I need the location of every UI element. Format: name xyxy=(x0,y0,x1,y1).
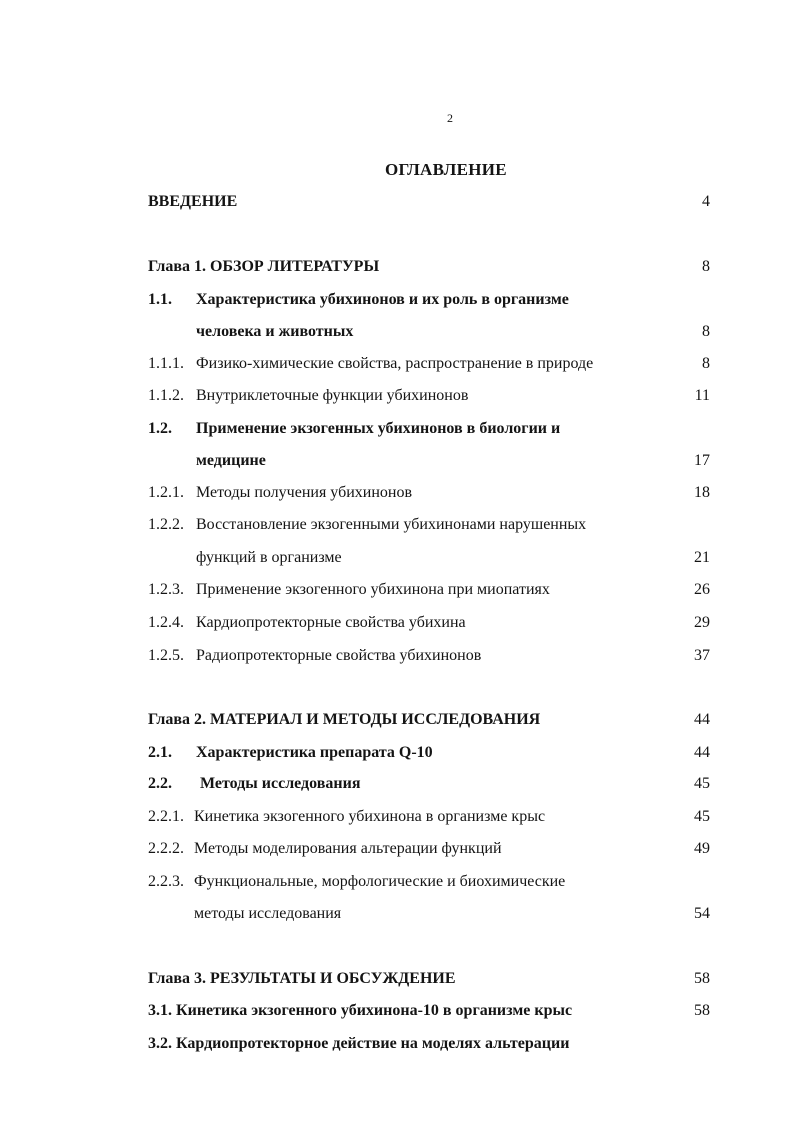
toc-entry xyxy=(0,901,793,927)
toc-entry-page: 21 xyxy=(694,549,710,566)
toc-entry-text: человека и животных xyxy=(196,323,354,340)
toc-entry-text: Радиопротекторные свойства убихинонов xyxy=(196,647,482,664)
toc-entry-number: 1.2.1. xyxy=(148,484,184,501)
toc-entry xyxy=(0,448,793,474)
toc-entry xyxy=(0,610,793,636)
toc-entry-page: 4 xyxy=(702,193,710,210)
toc-entry-number: 1.1. xyxy=(148,291,172,308)
toc-entry xyxy=(0,512,793,538)
toc-entry-text: Применение экзогенных убихинонов в биологии и xyxy=(196,420,561,437)
toc-entry xyxy=(0,351,793,377)
toc-entry-text: функций в организме xyxy=(196,549,342,566)
toc-entry-page: 11 xyxy=(694,387,710,404)
toc-entry-text: Физико-химические свойства, распространение в природе xyxy=(196,355,594,372)
toc-entry-number: 1.1.2. xyxy=(148,387,184,404)
toc-entry-text: Глава 1. ОБЗОР ЛИТЕРАТУРЫ xyxy=(148,258,380,275)
toc-entry-page: 45 xyxy=(694,808,710,825)
toc-entry xyxy=(0,416,793,442)
toc-entry xyxy=(0,869,793,895)
toc-entry-page: 58 xyxy=(694,1002,710,1019)
toc-entry-page: 8 xyxy=(702,323,710,340)
toc-entry-number: 1.2.3. xyxy=(148,581,184,598)
toc-entry xyxy=(0,998,793,1024)
toc-entry-text: Методы получения убихинонов xyxy=(196,484,413,501)
toc-entry xyxy=(0,189,793,215)
toc-entry-page: 8 xyxy=(702,258,710,275)
toc-entry-text: Характеристика препарата Q-10 xyxy=(196,744,433,761)
toc-entry-text: Глава 3. РЕЗУЛЬТАТЫ И ОБСУЖДЕНИЕ xyxy=(148,970,456,987)
toc-entry-page: 44 xyxy=(694,744,710,761)
toc-entry-text: Внутриклеточные функции убихинонов xyxy=(196,387,469,404)
toc-entry-text: Характеристика убихинонов и их роль в организме xyxy=(196,291,569,308)
toc-entry-text: ВВЕДЕНИЕ xyxy=(148,193,238,210)
toc-entry-text: медицине xyxy=(196,452,266,469)
toc-entry-number: 2.2.3. xyxy=(148,873,184,890)
toc-entry xyxy=(0,643,793,669)
toc-title: ОГЛАВЛЕНИЕ xyxy=(385,160,507,179)
toc-entry-page: 26 xyxy=(694,581,710,598)
toc-entry-page: 49 xyxy=(694,840,710,857)
toc-entry-page: 58 xyxy=(694,970,710,987)
toc-entry-page: 18 xyxy=(694,484,710,501)
toc-entry xyxy=(0,319,793,345)
toc-entry-number: 2.2.2. xyxy=(148,840,184,857)
toc-entry-page: 37 xyxy=(694,647,710,664)
toc-entry xyxy=(0,804,793,830)
toc-entry-text: 3.1. Кинетика экзогенного убихинона-10 в организме крыс xyxy=(148,1002,573,1019)
toc-entry-number: 2.2. xyxy=(148,775,172,792)
toc-entry xyxy=(0,287,793,313)
toc-entry xyxy=(0,707,793,733)
toc-entry-number: 1.1.1. xyxy=(148,355,184,372)
toc-entry-text: Методы исследования xyxy=(200,775,361,792)
page-number: 2 xyxy=(447,111,453,125)
toc-entry-text: Функциональные, морфологические и биохимические xyxy=(194,873,566,890)
toc-entry xyxy=(0,771,793,797)
toc-entry-number: 1.2.2. xyxy=(148,516,184,533)
toc-entry-page: 44 xyxy=(694,711,710,728)
toc-entry-text: Кинетика экзогенного убихинона в организме крыс xyxy=(194,808,546,825)
toc-entry-page: 8 xyxy=(702,355,710,372)
toc-entry-text: Глава 2. МАТЕРИАЛ И МЕТОДЫ ИССЛЕДОВАНИЯ xyxy=(148,711,541,728)
toc-entry-text: 3.2. Кардиопротекторное действие на моделях альтерации xyxy=(148,1035,570,1052)
toc-entry-number: 1.2.4. xyxy=(148,614,184,631)
toc-entry xyxy=(0,480,793,506)
toc-entry xyxy=(0,740,793,766)
toc-entry-number: 1.2.5. xyxy=(148,647,184,664)
toc-entry-text: Методы моделирования альтерации функций xyxy=(194,840,502,857)
toc-entry-number: 2.1. xyxy=(148,744,172,761)
toc-entry-text: Восстановление экзогенными убихинонами нарушенных xyxy=(196,516,587,533)
toc-entry-number: 1.2. xyxy=(148,420,172,437)
toc-entry-text: Применение экзогенного убихинона при миопатиях xyxy=(196,581,550,598)
toc-entry-page: 17 xyxy=(694,452,710,469)
toc-entry xyxy=(0,1031,793,1057)
toc-entry-number: 2.2.1. xyxy=(148,808,184,825)
toc-entry-text: Кардиопротекторные свойства убихина xyxy=(196,614,466,631)
toc-entry-text: методы исследования xyxy=(194,905,342,922)
toc-entry xyxy=(0,577,793,603)
toc-entry xyxy=(0,836,793,862)
toc-entry xyxy=(0,254,793,280)
toc-entry-page: 54 xyxy=(694,905,710,922)
toc-entry xyxy=(0,545,793,571)
toc-entry-page: 29 xyxy=(694,614,710,631)
toc-entry xyxy=(0,383,793,409)
toc-entry xyxy=(0,966,793,992)
toc-entry-page: 45 xyxy=(694,775,710,792)
